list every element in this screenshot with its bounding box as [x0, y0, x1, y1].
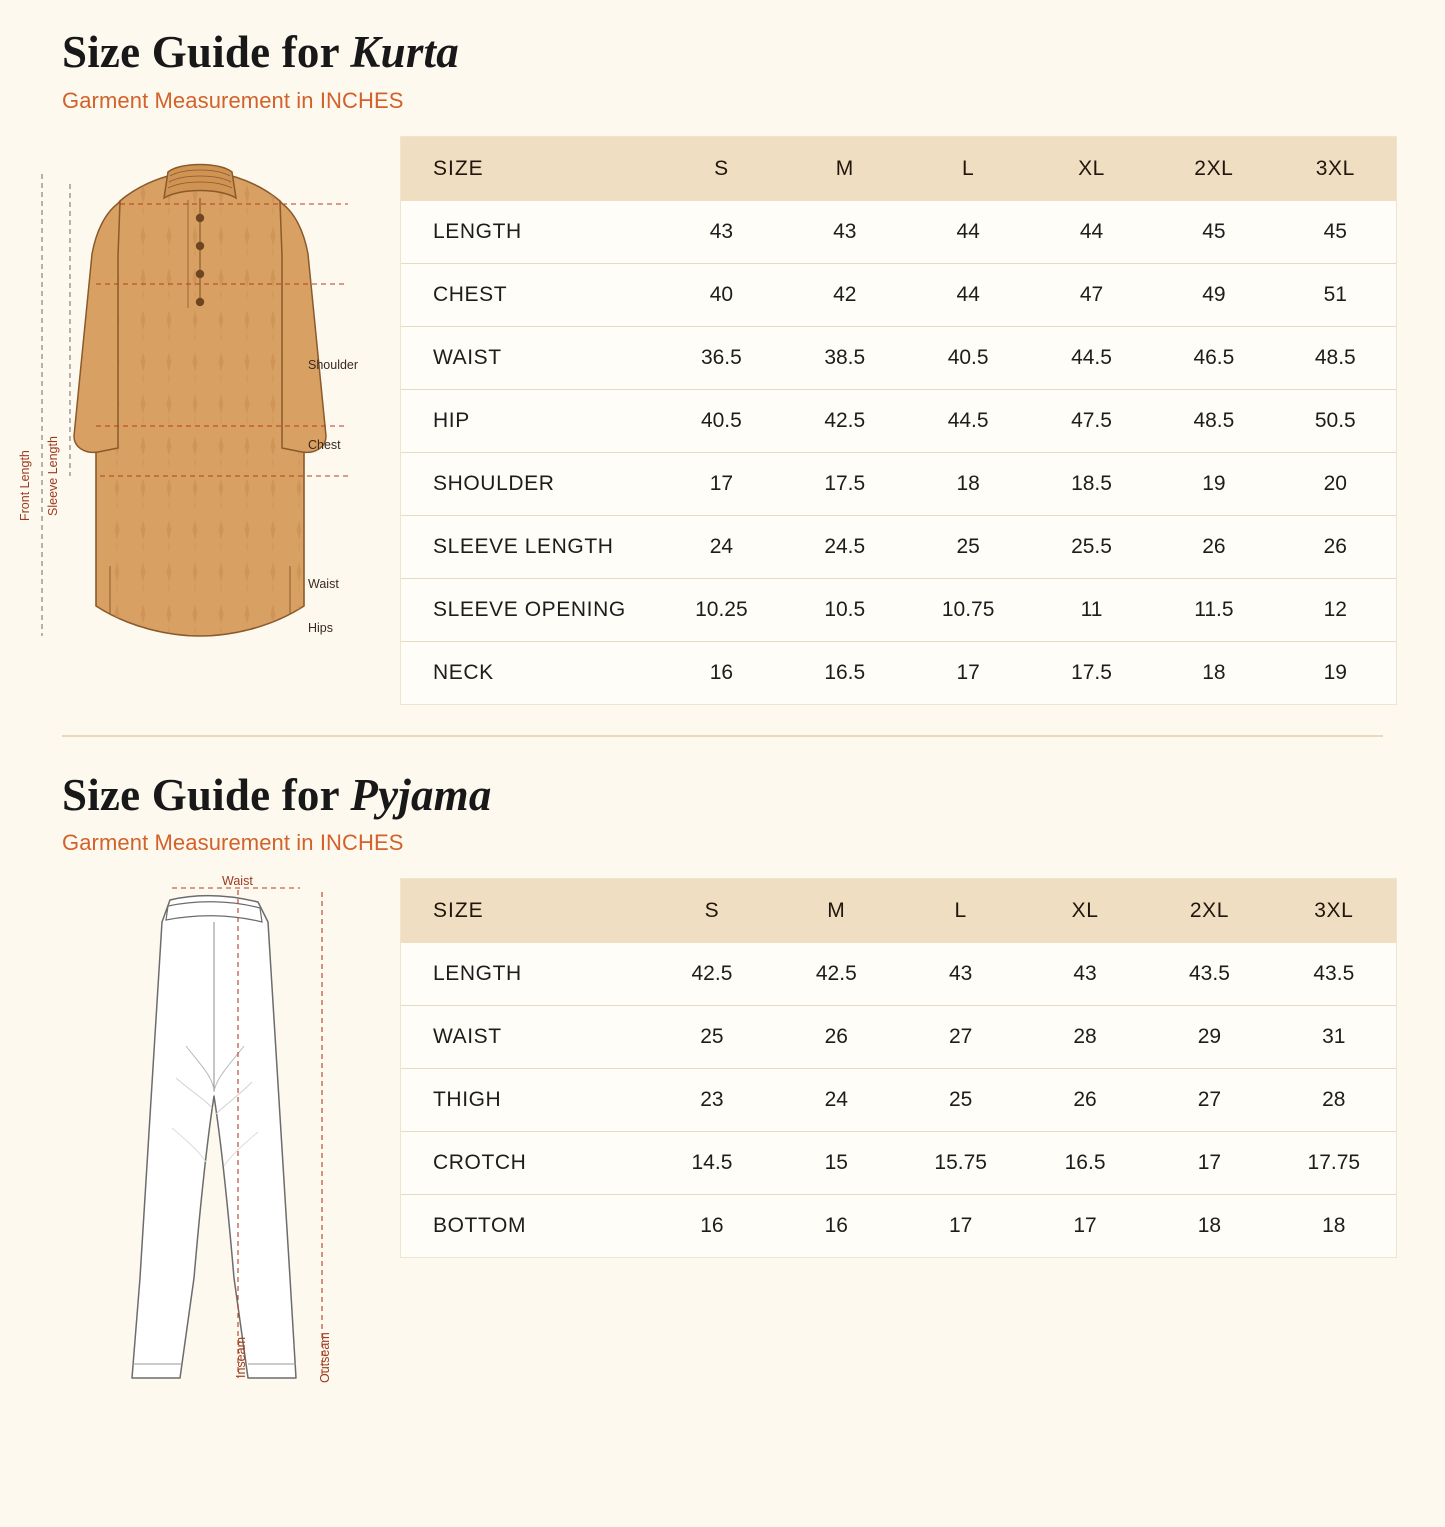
kurta-col-2xl: 2XL — [1153, 137, 1274, 201]
cell-3xl: 17.75 — [1272, 1132, 1396, 1195]
pyjama-col-3xl: 3XL — [1272, 879, 1396, 943]
cell-l: 44 — [906, 263, 1029, 326]
kurta-illustration-svg — [0, 136, 400, 696]
cell-s: 23 — [650, 1069, 774, 1132]
pyjama-col-2xl: 2XL — [1147, 879, 1271, 943]
kurta-title-emphasis: Kurta — [350, 27, 459, 77]
cell-2xl: 29 — [1147, 1006, 1271, 1069]
cell-3xl: 48.5 — [1275, 326, 1396, 389]
cell-s: 40.5 — [660, 389, 783, 452]
kurta-col-l: L — [906, 137, 1029, 201]
cell-3xl: 43.5 — [1272, 943, 1396, 1006]
cell-xl: 25.5 — [1030, 515, 1153, 578]
cell-l: 18 — [906, 452, 1029, 515]
cell-s: 43 — [660, 201, 783, 264]
cell-2xl: 17 — [1147, 1132, 1271, 1195]
cell-2xl: 48.5 — [1153, 389, 1274, 452]
cell-3xl: 50.5 — [1275, 389, 1396, 452]
table-row — [401, 452, 1396, 515]
kurta-col-s: S — [660, 137, 783, 201]
cell-2xl: 11.5 — [1153, 578, 1274, 641]
cell-xl: 17.5 — [1071, 660, 1112, 684]
cell-xl: 18.5 — [1030, 452, 1153, 515]
cell-xl: 47 — [1030, 263, 1153, 326]
cell-3xl: 20 — [1275, 452, 1396, 515]
cell-l: 17 — [949, 1214, 973, 1237]
kurta-table-header-row — [401, 137, 1396, 201]
label-front-length: Front Length — [18, 449, 32, 521]
cell-m: 16 — [824, 1214, 848, 1237]
kurta-col-xl: XL — [1030, 137, 1153, 201]
cell-2xl: 18 — [1202, 660, 1226, 684]
cell-3xl: 45 — [1275, 201, 1396, 264]
table-row — [401, 578, 1396, 641]
table-row — [401, 1069, 1396, 1132]
cell-m: 42 — [783, 263, 906, 326]
kurta-title-prefix: Size Guide for — [62, 27, 351, 77]
cell-l: 27 — [899, 1006, 1023, 1069]
kurta-col-size: SIZE — [401, 137, 660, 201]
kurta-col-m: M — [783, 137, 906, 201]
cell-xl: 28 — [1023, 1006, 1147, 1069]
cell-xl: 44 — [1030, 201, 1153, 264]
pyjama-table-column — [400, 878, 1445, 1258]
cell-xl: 11 — [1030, 578, 1153, 641]
label-waist: Waist — [308, 576, 339, 591]
label-inseam: Inseam — [234, 1337, 248, 1378]
kurta-illustration — [0, 136, 400, 696]
row-label: THIGH — [401, 1069, 650, 1132]
row-label: WAIST — [401, 1006, 650, 1069]
cell-xl: 17 — [1073, 1214, 1097, 1237]
table-row — [401, 641, 1396, 704]
table-row — [401, 515, 1396, 578]
cell-s: 10.25 — [660, 578, 783, 641]
cell-2xl: 43.5 — [1147, 943, 1271, 1006]
kurta-section-header — [0, 0, 1445, 114]
cell-s: 25 — [650, 1006, 774, 1069]
cell-s: 14.5 — [650, 1132, 774, 1195]
pyjama-subtitle: Garment Measurement in INCHES — [62, 830, 404, 855]
cell-l: 44.5 — [906, 389, 1029, 452]
cell-m: 10.5 — [783, 578, 906, 641]
cell-l: 25 — [899, 1069, 1023, 1132]
label-outseam: Outseam — [318, 1332, 332, 1383]
pyjama-table-header-row — [401, 879, 1396, 943]
cell-l: 25 — [906, 515, 1029, 578]
pyjama-section-header — [0, 737, 1445, 857]
table-row — [401, 389, 1396, 452]
cell-3xl: 28 — [1272, 1069, 1396, 1132]
cell-3xl: 31 — [1272, 1006, 1396, 1069]
row-label: SLEEVE LENGTH — [401, 515, 660, 578]
label-shoulder: Shoulder — [308, 357, 359, 372]
cell-m: 24 — [774, 1069, 898, 1132]
cell-2xl: 45 — [1153, 201, 1274, 264]
table-row — [401, 263, 1396, 326]
cell-xl: 47.5 — [1030, 389, 1153, 452]
pyjama-col-s: S — [650, 879, 774, 943]
cell-m: 43 — [783, 201, 906, 264]
cell-s: 16 — [709, 660, 734, 684]
cell-l: 15.75 — [899, 1132, 1023, 1195]
pyjama-col-m: M — [774, 879, 898, 943]
pyjama-figure-column — [0, 874, 400, 1398]
kurta-col-3xl: 3XL — [1275, 137, 1396, 201]
cell-3xl: 26 — [1275, 515, 1396, 578]
cell-s: 40 — [660, 263, 783, 326]
row-label: SHOULDER — [401, 452, 660, 515]
table-row — [401, 1195, 1396, 1258]
cell-2xl: 27 — [1147, 1069, 1271, 1132]
cell-3xl: 12 — [1275, 578, 1396, 641]
kurta-page-title — [62, 28, 1445, 78]
cell-3xl: 19 — [1323, 660, 1347, 684]
table-row — [401, 943, 1396, 1006]
table-row — [401, 201, 1396, 264]
row-label: HIP — [401, 389, 660, 452]
cell-xl: 16.5 — [1023, 1132, 1147, 1195]
label-hips: Hips — [308, 620, 334, 635]
table-row — [401, 1006, 1396, 1069]
pyjama-col-size: SIZE — [401, 879, 650, 943]
cell-s: 17 — [660, 452, 783, 515]
cell-2xl: 46.5 — [1153, 326, 1274, 389]
pyjama-table-wrapper — [400, 878, 1397, 1258]
cell-m: 17.5 — [783, 452, 906, 515]
cell-s: 16 — [700, 1214, 724, 1237]
row-label: LENGTH — [401, 943, 650, 1006]
pyjama-col-xl: XL — [1023, 879, 1147, 943]
pyjama-block — [0, 874, 1445, 1398]
row-label: LENGTH — [401, 201, 660, 264]
pyjama-col-l: L — [899, 879, 1023, 943]
kurta-table-column — [400, 136, 1445, 705]
cell-3xl: 18 — [1322, 1214, 1346, 1237]
cell-2xl: 49 — [1153, 263, 1274, 326]
row-label: CHEST — [401, 263, 660, 326]
pyjama-title-emphasis: Pyjama — [350, 769, 492, 820]
cell-xl: 43 — [1023, 943, 1147, 1006]
cell-m: 24.5 — [783, 515, 906, 578]
cell-m: 15 — [774, 1132, 898, 1195]
cell-3xl: 51 — [1275, 263, 1396, 326]
cell-2xl: 19 — [1153, 452, 1274, 515]
label-waist: Waist — [222, 874, 253, 888]
kurta-size-table — [401, 137, 1396, 704]
pyjama-size-table — [401, 879, 1396, 1257]
cell-s: 36.5 — [660, 326, 783, 389]
cell-m: 42.5 — [774, 943, 898, 1006]
pyjama-page-title — [62, 771, 1445, 821]
row-label: SLEEVE OPENING — [401, 578, 660, 641]
label-chest: Chest — [308, 437, 341, 452]
pyjama-title-prefix: Size Guide for — [62, 769, 351, 820]
cell-l: 10.75 — [906, 578, 1029, 641]
cell-l: 43 — [899, 943, 1023, 1006]
label-sleeve-length: Sleeve Length — [46, 435, 60, 516]
kurta-figure-column — [0, 136, 400, 696]
cell-l: 44 — [906, 201, 1029, 264]
pyjama-illustration-svg — [0, 878, 400, 1398]
cell-2xl: 26 — [1153, 515, 1274, 578]
row-label: BOTTOM — [433, 1214, 527, 1237]
cell-2xl: 18 — [1197, 1214, 1222, 1237]
pyjama-illustration — [0, 874, 400, 1398]
table-row — [401, 1132, 1396, 1195]
cell-m: 42.5 — [783, 389, 906, 452]
table-row — [401, 326, 1396, 389]
row-label: NECK — [433, 660, 494, 684]
kurta-subtitle: Garment Measurement in INCHES — [62, 87, 404, 113]
cell-xl: 44.5 — [1030, 326, 1153, 389]
cell-s: 24 — [660, 515, 783, 578]
cell-m: 16.5 — [824, 660, 866, 684]
cell-m: 26 — [774, 1006, 898, 1069]
cell-l: 40.5 — [906, 326, 1029, 389]
row-label: CROTCH — [401, 1132, 650, 1195]
cell-s: 42.5 — [650, 943, 774, 1006]
cell-l: 17 — [956, 660, 980, 684]
kurta-block — [0, 136, 1445, 705]
kurta-table-wrapper — [400, 136, 1397, 705]
cell-m: 38.5 — [783, 326, 906, 389]
cell-xl: 26 — [1023, 1069, 1147, 1132]
row-label: WAIST — [401, 326, 660, 389]
